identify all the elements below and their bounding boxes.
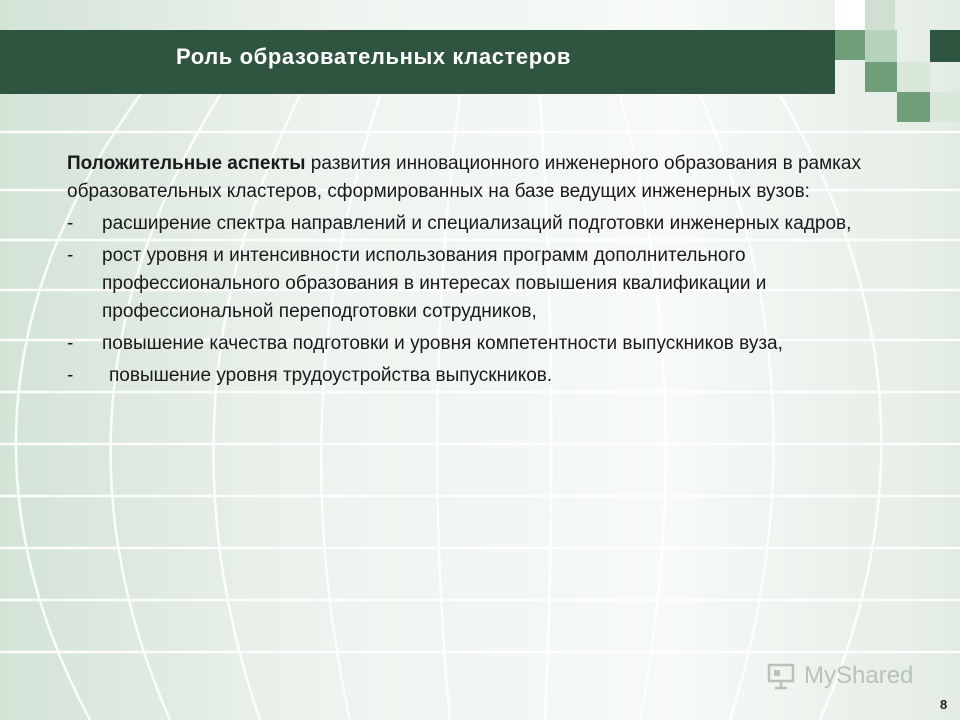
watermark [766, 656, 913, 696]
intro-text: развития инновационного инженерного образования в рамках образовательных кластеров, сформированных на базе ведущих инженерных вузов: [67, 153, 861, 202]
list-item [67, 330, 907, 358]
deco-square [897, 92, 930, 122]
bullet-marker: - [67, 245, 74, 266]
deco-square [835, 30, 865, 60]
list-item-text: повышение уровня трудоустройства выпускников. [109, 365, 553, 386]
watermark-text: MyShared [804, 662, 914, 689]
intro-bold: Положительные аспекты [67, 153, 306, 174]
bullet-marker: - [67, 365, 74, 386]
intro-paragraph [67, 150, 907, 206]
page-number: 8 [940, 697, 948, 712]
list-item [67, 210, 907, 238]
list-item-text: повышение качества подготовки и уровня компетентности выпускников вуза, [102, 333, 783, 354]
slide-title: Роль образовательных кластеров [176, 44, 571, 69]
deco-square [897, 62, 930, 92]
bullet-list [67, 210, 907, 390]
deco-square [835, 0, 865, 30]
deco-square [865, 62, 897, 92]
deco-square [930, 30, 960, 62]
list-item [67, 242, 907, 326]
bullet-marker: - [67, 213, 74, 234]
deco-square [930, 92, 960, 122]
list-item-text: расширение спектра направлений и специализаций подготовки инженерных кадров, [102, 213, 852, 234]
bullet-marker: - [67, 333, 74, 354]
list-item [67, 362, 907, 390]
slide-body [67, 150, 907, 394]
deco-square [865, 30, 897, 62]
deco-square [865, 0, 895, 30]
presentation-board-icon [766, 661, 796, 691]
list-item-text: рост уровня и интенсивности использования программ дополнительного профессионального образования в интересах повышения квалификации и профессиональной переподготовки сотрудников, [102, 245, 767, 322]
